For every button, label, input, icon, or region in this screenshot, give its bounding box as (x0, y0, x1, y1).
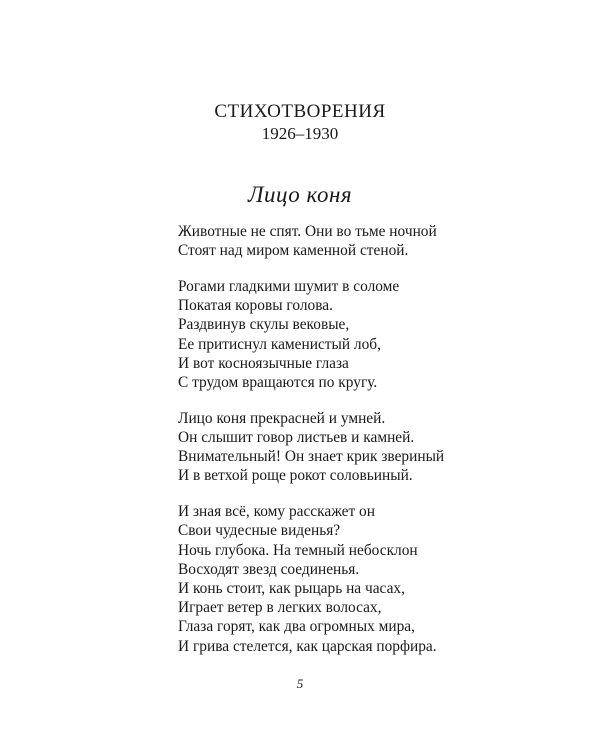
poem-line: Ее притиснул каменистый лоб, (178, 335, 381, 353)
poem-line: Ночь глубока. На темный небосклон (178, 541, 418, 559)
section-years: 1926–1930 (261, 124, 339, 143)
poem-line: Восходят звезд соединенья. (178, 560, 360, 578)
page-number: 5 (296, 676, 304, 691)
stanza (178, 502, 578, 656)
poem-line: И грива стелется, как царская порфира. (178, 637, 437, 655)
section-title: СТИХОТВОРЕНИЯ (214, 101, 386, 122)
poem-line: И вот косноязычные глаза (178, 354, 349, 372)
poem-line: Глаза горят, как два огромных мира, (178, 618, 415, 636)
poem-line: Раздвинув скулы вековые, (178, 316, 350, 334)
poem-line: И конь стоит, как рыцарь на часах, (178, 580, 405, 598)
poem-line: Рогами гладкими шумит в соломе (178, 278, 400, 295)
poem-line: Свои чудесные виденья? (178, 522, 341, 540)
poem-line: И зная всё, кому расскажет он (178, 503, 375, 521)
poem-line: Животные не спят. Они во тьме ночной (178, 223, 437, 240)
poem-line: Покатая коровы голова. (178, 297, 333, 315)
poem-body (178, 222, 578, 672)
poem-line: Лицо коня прекрасней и умней. (178, 409, 386, 427)
poem-line: Стоят над миром каменной стеной. (178, 242, 409, 260)
poem-line: С трудом вращаются по кругу. (178, 374, 378, 392)
poem-line: Играет ветер в легких волосах, (178, 599, 382, 617)
stanza (178, 409, 578, 486)
poem-line: Он слышит говор листьев и камней. (178, 429, 415, 447)
stanza (178, 222, 578, 260)
poem-title: Лицо коня (247, 182, 353, 207)
poem-line: Внимательный! Он знает крик звериный (178, 448, 445, 466)
poem-line: И в ветхой роще рокот соловьиный. (178, 467, 413, 485)
stanza (178, 277, 578, 392)
